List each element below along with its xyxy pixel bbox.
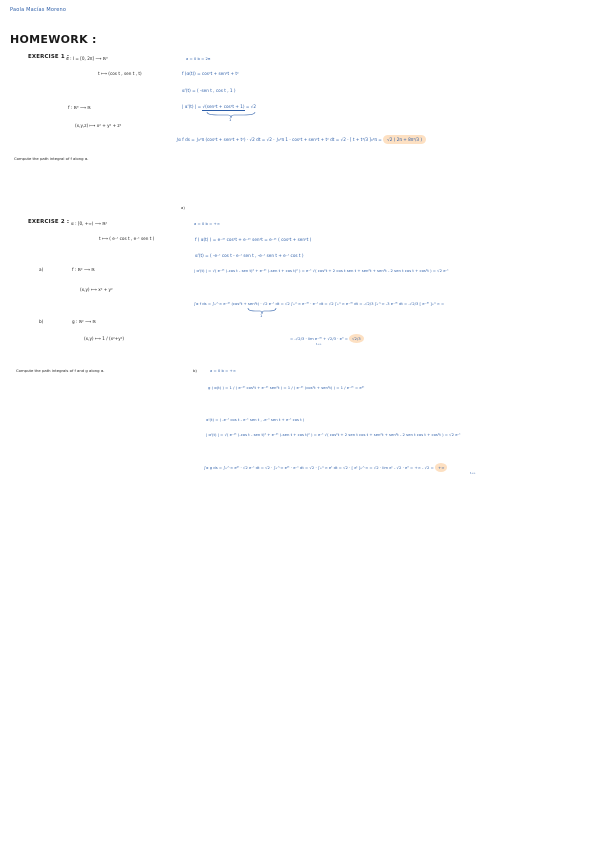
- ex2-sol-a-label: a): [181, 205, 185, 210]
- ex1-f-map: (x,y,z) ⟼ x² + y² + z²: [75, 123, 122, 128]
- ex2-part-a-label: a): [39, 267, 44, 272]
- ex1-path-integral: [176, 138, 426, 142]
- ex1-integral-steps: ∫α f ds = ∫₀²π (cos²t + sen²t + t²) · √2 dt = √2 · ∫₀²π 1 · cos²t + sen²t + t² dt = √2 · [ t + t³/3 ]₀²π =: [176, 137, 384, 142]
- ex1-alpha-definition: α : I = [0, 2π] ⟶ ℝ³: [66, 56, 108, 61]
- ex2-sol-a-bounds: a = 0 b = +∞: [194, 221, 220, 226]
- author-name: Paola Macías Moreno: [10, 7, 67, 13]
- ex2-sol-a-underbrace-label: 1: [260, 313, 263, 318]
- exercise-1-label: EXERCISE 1 :: [28, 54, 70, 60]
- page-title: HOMEWORK :: [10, 33, 97, 46]
- ex2-alpha-map: t ⟼ ( e⁻ᵗ cos t , e⁻ᵗ sen t ): [99, 236, 155, 241]
- ex2-sol-b-limit-subscript: t→∞: [470, 472, 476, 475]
- ex1-norm-result: = √2: [244, 104, 257, 109]
- ex2-sol-b-integral: [204, 466, 447, 470]
- ex1-norm-root: √(sen²t + cos²t + 1): [202, 104, 245, 109]
- ex1-norm-prefix: | α'(t) | =: [182, 104, 203, 109]
- ex2-prompt: Compute the path integrals of f and g along α.: [16, 368, 105, 373]
- ex1-alpha-norm: [182, 105, 256, 109]
- ex2-alpha-definition: α : [0, +∞) ⟶ ℝ²: [71, 221, 108, 226]
- ex2-sol-a-f-alpha: f ( α(t) ) = e⁻²ᵗ cos²t + e⁻²ᵗ sen²t = e⁻²ᵗ ( cos²t + sen²t ): [195, 237, 312, 242]
- ex2-sol-a-final-answer: √2/3: [349, 334, 364, 343]
- ex2-sol-a-limit: [290, 337, 364, 341]
- ex2-sol-b-derivative: α'(t) = ( -e⁻ᵗ cos t - e⁻ᵗ sen t , -e⁻ᵗ sen t + e⁻ᵗ cos t ): [206, 417, 305, 422]
- ex2-sol-a-limit-subscript: t→∞: [316, 343, 322, 346]
- ex2-sol-b-integral-steps: ∫α g ds = ∫₀^∞ e²ᵗ · √2 e⁻ᵗ dt = √2 · ∫₀^∞ e²ᵗ · e⁻ᵗ dt = √2 · ∫₀^∞ eᵗ dt = √2 · [ eᵗ ]₀^∞ = √2 · lim eᵗ - √2 · e⁰ = +∞ - √2 =: [204, 465, 436, 470]
- ex2-sol-b-final-answer: +∞: [435, 463, 447, 472]
- exercise-2-label: EXERCISE 2 :: [28, 219, 70, 225]
- ex1-f-alpha: f (α(t)) = cos²t + sen²t + t²: [182, 71, 239, 76]
- ex1-underbrace-label: 1: [229, 117, 232, 122]
- ex2-f-map: (x,y) ⟼ x² + y²: [80, 287, 113, 292]
- ex1-f-definition: f : ℝ³ ⟶ ℝ: [68, 105, 91, 110]
- ex2-sol-b-label: b): [193, 368, 197, 373]
- ex2-sol-b-norm: | α'(t) | = √( e⁻²ᵗ (-cos t - sen t)² + e⁻²ᵗ (-sen t + cos t)² ) = e⁻ᵗ √( cos²t + 2 sen t cos t + sen²t + sen²t - 2 sen t cos t + cos²t ) = √2 e⁻ᵗ: [206, 432, 461, 437]
- ex2-sol-a-limit-steps: = -√2/3 · lim e⁻³ᵗ + √2/3 · e⁰ =: [290, 336, 350, 341]
- ex2-sol-a-integral: ∫α f ds = ∫₀^∞ e⁻²ᵗ (cos²t + sen²t) · √2 e⁻ᵗ dt = √2 ∫₀^∞ e⁻³ᵗ · e⁻ᵗ dt = √2 ∫₀^∞ e⁻³ᵗ dt = -√2/3 ∫₀^∞ -3 e⁻³ᵗ dt = -√2/3 [ e⁻³ᵗ ]₀^∞ =: [194, 301, 445, 306]
- ex2-sol-a-norm: | α'(t) | = √( e⁻²ᵗ (-cos t - sen t)² + e⁻²ᵗ (-sen t + cos t)² ) = e⁻ᵗ √( cos²t + 2 cos t sen t + sen²t + sen²t - 2 sen t cos t + cos²t ) = √2 e⁻ᵗ: [194, 268, 449, 273]
- ex2-sol-b-g-alpha: g ( α(t) ) = 1 / ( e⁻²ᵗ cos²t + e⁻²ᵗ sen²t ) = 1 / ( e⁻²ᵗ (cos²t + sen²t) ) = 1 / e⁻²ᵗ = e²ᵗ: [208, 385, 365, 390]
- ex2-g-map: (x,y) ⟼ 1 / (x²+y²): [84, 336, 125, 341]
- ex1-alpha-map: t ⟼ (cos t , sen t , t): [98, 71, 142, 76]
- ex1-prompt: Compute the path integral of f along α.: [14, 156, 89, 161]
- ex2-g-definition: g : ℝ² ⟶ ℝ: [72, 319, 96, 324]
- ex2-f-definition: f : ℝ² ⟶ ℝ: [72, 267, 95, 272]
- ex1-final-answer: √2 ( 2π + 8π³/3 ): [383, 135, 426, 144]
- ex1-alpha-derivative: α'(t) = ( -sen t , cos t , 1 ): [182, 88, 236, 93]
- ex2-sol-b-bounds: a = 0 b = +∞: [210, 368, 236, 373]
- ex1-bounds: a = 0 b = 2π: [186, 56, 211, 61]
- ex2-sol-a-derivative: α'(t) = ( -e⁻ᵗ cos t - e⁻ᵗ sen t , -e⁻ᵗ sen t + e⁻ᵗ cos t ): [195, 253, 304, 258]
- ex2-part-b-label: b): [39, 319, 44, 324]
